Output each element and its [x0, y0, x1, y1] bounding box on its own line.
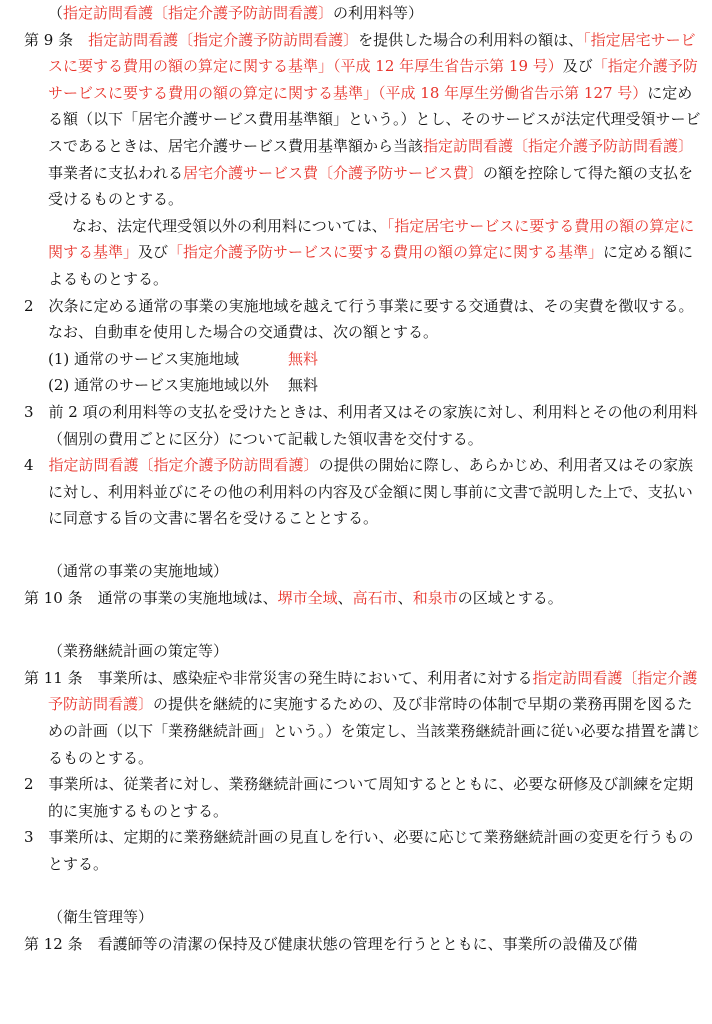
fee-list — [24, 346, 702, 399]
text-run: 2 次条に定める通常の事業の実施地域を越えて行う事業に要する交通費は、その実費を徴収する。なお、自動車を使用した場合の交通費は、次の額とする。 — [24, 296, 694, 342]
highlighted-text: 「指定居宅サービスに要する費用の額の算定に関する基準」 — [48, 216, 695, 262]
text-run: 第 10 条 通常の事業の実施地域は、 — [24, 589, 278, 608]
fee-row — [48, 346, 702, 373]
text-run: に定める額によるものとする。 — [48, 243, 694, 288]
highlighted-text: 指定訪問看護〔指定介護予防訪問看護〕 — [88, 30, 359, 49]
highlighted-text: 和泉市 — [412, 589, 458, 608]
text-run: 及び — [562, 57, 593, 76]
text-run: 4 — [24, 456, 49, 475]
fee-value: 無料 — [288, 349, 319, 368]
spacer — [24, 532, 702, 559]
text-run: 、 — [337, 589, 353, 608]
text-run: （通常の事業の実施地域） — [48, 562, 229, 581]
article12-paragraph1 — [24, 931, 702, 958]
article11-paragraph1 — [24, 665, 702, 771]
highlighted-text: 指定訪問看護〔指定介護予防訪問看護〕 — [63, 4, 334, 22]
highlighted-text: 指定訪問看護〔指定介護予防訪問看護〕 — [48, 456, 319, 475]
text-run: 第 11 条 事業所は、感染症や非常災害の発生時において、利用者に対する — [24, 668, 533, 687]
text-run: の利用料等） — [333, 4, 424, 22]
article9-paragraph2 — [24, 213, 702, 293]
highlighted-text: 指定訪問看護〔指定介護予防訪問看護〕 — [423, 136, 694, 155]
article12-heading — [24, 904, 702, 931]
article9-heading — [24, 0, 702, 27]
text-run: の提供の開始に際し、あらかじめ、利用者又はその家族に対し、利用料並びにその他の利用料の内容及び金額に関し事前に文書で説明した上で、支払いに同意する旨の文書に署名を受けることとする。 — [48, 456, 693, 528]
text-run: （業務継続計画の策定等） — [48, 642, 229, 661]
highlighted-text: 堺市全域 — [277, 589, 338, 608]
article9-item2 — [24, 293, 702, 346]
text-run: に定める額（以下「居宅介護サービス費用基準額」という。）とし、そのサービスが法定代理受領サービスであるときは、居宅介護サービス費用基準額から当該 — [48, 83, 701, 155]
spacer — [24, 612, 702, 639]
text-run: 事業者に支払われる — [48, 163, 184, 182]
text-run: 2 事業所は、従業者に対し、業務継続計画について周知するとともに、必要な研修及び訓練を定期的に実施するものとする。 — [24, 775, 694, 820]
article11-item3 — [24, 824, 702, 877]
highlighted-text: 「指定居宅サービスに要する費用の額の算定に関する基準」（平成 12 年厚生省告示第 19 号） — [48, 30, 696, 76]
text-run: 3 事業所は、定期的に業務継続計画の見直しを行い、必要に応じて業務継続計画の変更を行うものとする。 — [24, 828, 694, 873]
highlighted-text: 高石市 — [352, 589, 398, 608]
text-run: （ — [48, 4, 64, 22]
fee-row — [48, 372, 702, 399]
fee-area-label: (1) 通常のサービス実施地域 — [48, 349, 240, 368]
highlighted-text: 「指定介護予防サービスに要する費用の額の算定に関する基準」 — [168, 243, 604, 262]
article9-paragraph1 — [24, 27, 702, 213]
highlighted-text: 「指定介護予防サービスに要する費用の額の算定に関する基準」（平成 18 年厚生労働省告示第 127 号） — [48, 57, 698, 102]
highlighted-text: 居宅介護サービス費〔介護予防サービス費〕 — [183, 163, 484, 182]
article11-item2 — [24, 771, 702, 824]
text-run: の提供を継続的に実施するための、及び非常時の体制で早期の業務再開を図るための計画（以下「業務継続計画」という。）を策定し、当該業務継続計画に従い必要な措置を講じるものとする。 — [48, 695, 701, 767]
text-run: （衛生管理等） — [48, 908, 154, 927]
text-run: なお、法定代理受領以外の利用料については、 — [72, 216, 387, 235]
article11-heading — [24, 638, 702, 665]
text-run: 第 12 条 看護師等の清潔の保持及び健康状態の管理を行うとともに、事業所の設備及び備 — [24, 934, 638, 953]
text-run: 及び — [138, 243, 169, 262]
text-run: 、 — [397, 589, 413, 608]
article9-item4 — [24, 452, 702, 532]
article10-paragraph1 — [24, 585, 702, 612]
text-run: の額を控除して得た額の支払を受けるものとする。 — [48, 163, 694, 209]
text-run: 第 9 条 — [24, 30, 89, 49]
spacer — [24, 878, 702, 905]
text-run: を提供した場合の利用料の額は、 — [358, 30, 584, 49]
highlighted-text: 指定訪問看護〔指定介護予防訪問看護〕 — [48, 668, 698, 714]
fee-value: 無料 — [288, 376, 319, 395]
article9-item3 — [24, 399, 702, 452]
text-run: 3 前 2 項の利用料等の支払を受けたときは、利用者又はその家族に対し、利用料とその他の利用料（個別の費用ごとに区分）について記載した領収書を交付する。 — [24, 402, 698, 448]
text-run: の区域とする。 — [457, 589, 563, 608]
fee-area-label: (2) 通常のサービス実施地域以外 — [48, 376, 270, 395]
article10-heading — [24, 558, 702, 585]
